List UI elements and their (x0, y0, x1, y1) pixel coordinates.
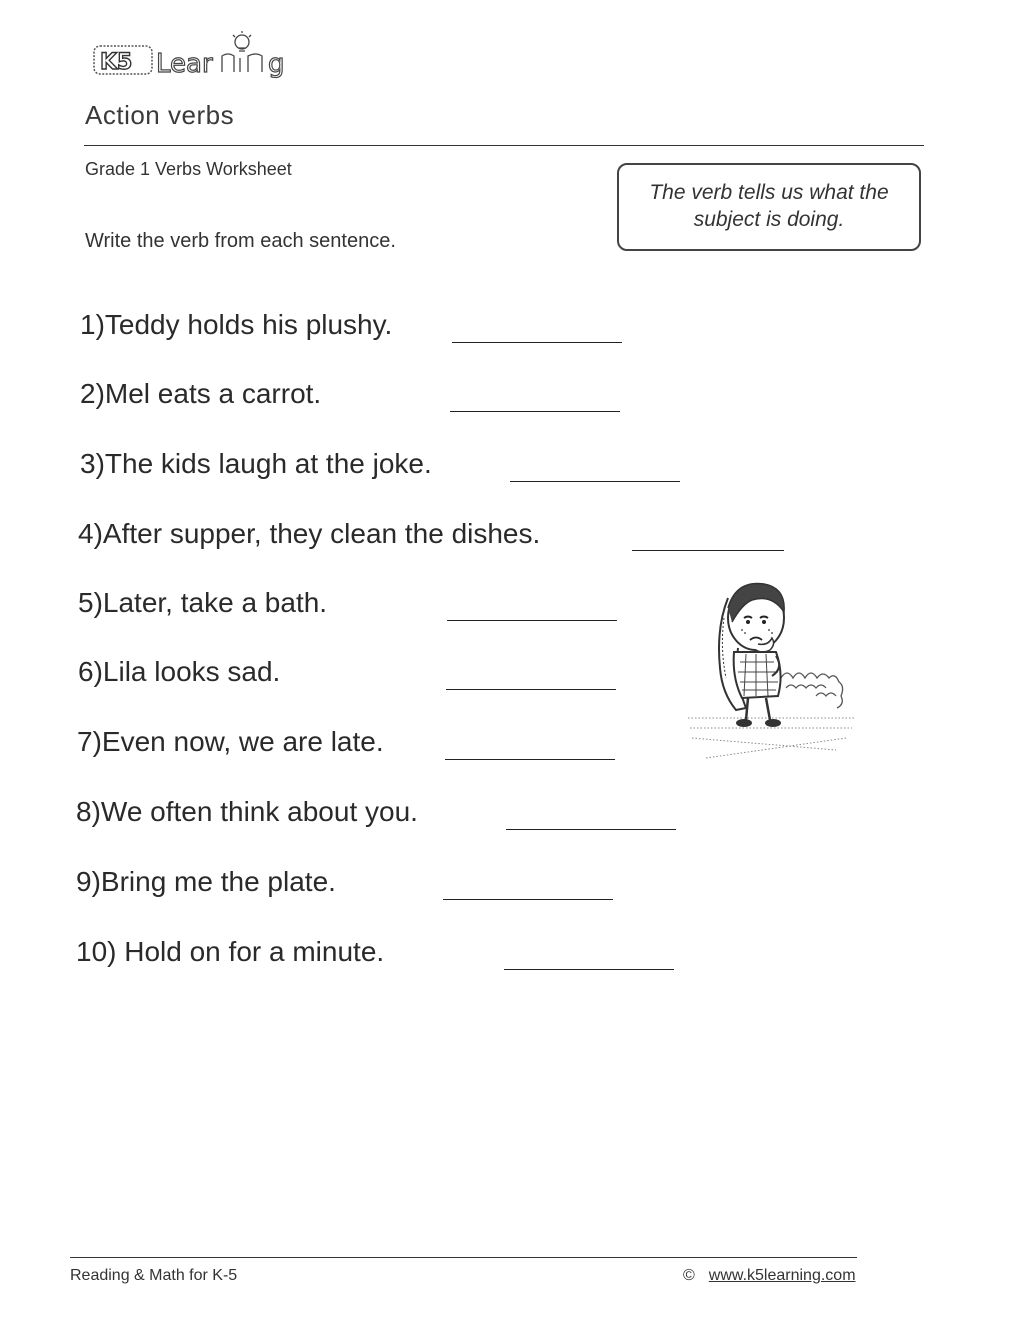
answer-blank-1[interactable] (452, 342, 622, 343)
answer-blank-2[interactable] (450, 411, 620, 412)
svg-text:Lear: Lear (156, 49, 213, 79)
question-7 (77, 726, 384, 758)
question-number: 5) (78, 587, 103, 618)
question-text: Mel eats a carrot. (104, 378, 322, 409)
website-link[interactable]: www.k5learning.com (708, 1267, 856, 1284)
question-number: 10) (76, 936, 117, 967)
svg-text:g: g (268, 49, 285, 79)
k5-learning-logo (92, 30, 322, 82)
answer-blank-3[interactable] (510, 481, 680, 482)
instruction-text: Write the verb from each sentence. (85, 230, 396, 252)
question-text: Bring me the plate. (100, 866, 336, 897)
question-text: Lila looks sad. (102, 656, 281, 687)
question-text: After supper, they clean the dishes. (102, 518, 541, 549)
answer-blank-7[interactable] (445, 759, 615, 760)
question-3 (80, 448, 432, 480)
question-text: Hold on for a minute. (116, 936, 385, 967)
tip-box (617, 163, 921, 251)
question-4 (78, 518, 540, 550)
sad-girl-sitting-illustration (686, 578, 856, 760)
question-number: 4) (78, 518, 103, 549)
svg-text:K5: K5 (100, 50, 133, 75)
answer-blank-5[interactable] (447, 620, 617, 621)
question-number: 9) (76, 866, 101, 897)
answer-blank-10[interactable] (504, 969, 674, 970)
question-1 (80, 309, 392, 341)
footer-divider (70, 1257, 857, 1258)
tip-text-line2: subject is doing. (693, 208, 845, 231)
question-6 (78, 656, 280, 688)
answer-blank-9[interactable] (443, 899, 613, 900)
question-2 (80, 378, 321, 410)
question-text: Later, take a bath. (102, 587, 328, 618)
tip-text (619, 179, 919, 233)
header-divider (84, 145, 924, 146)
question-text: Even now, we are late. (101, 726, 384, 757)
question-number: 7) (77, 726, 102, 757)
question-number: 8) (76, 796, 101, 827)
question-text: We often think about you. (100, 796, 418, 827)
answer-blank-4[interactable] (632, 550, 784, 551)
copyright-symbol: © (683, 1267, 695, 1284)
question-text: The kids laugh at the joke. (104, 448, 432, 479)
question-10 (76, 936, 384, 968)
footer-copyright (683, 1267, 856, 1285)
worksheet-subtitle: Grade 1 Verbs Worksheet (85, 159, 292, 179)
question-number: 1) (80, 309, 105, 340)
answer-blank-6[interactable] (446, 689, 616, 690)
tip-text-line1: The verb tells us what the (649, 181, 889, 204)
question-number: 6) (78, 656, 103, 687)
question-number: 2) (80, 378, 105, 409)
footer-tagline: Reading & Math for K-5 (70, 1267, 238, 1284)
page-title: Action verbs (85, 100, 235, 130)
question-8 (76, 796, 418, 828)
answer-blank-8[interactable] (506, 829, 676, 830)
question-text: Teddy holds his plushy. (104, 309, 393, 340)
question-5 (78, 587, 327, 619)
question-9 (76, 866, 336, 898)
question-number: 3) (80, 448, 105, 479)
